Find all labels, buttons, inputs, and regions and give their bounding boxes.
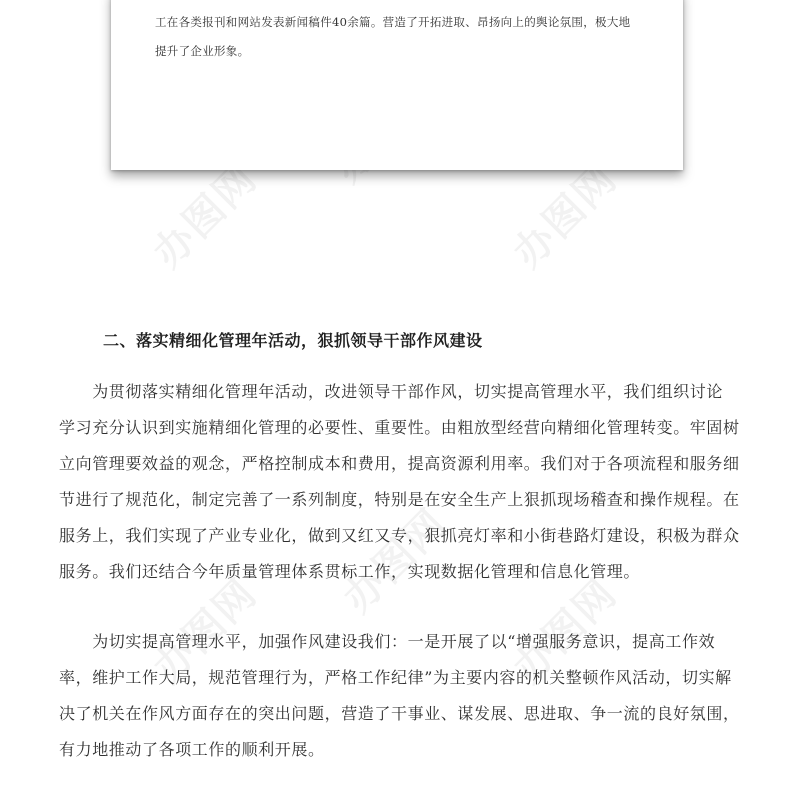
watermark: 办图网 — [504, 570, 627, 692]
paragraph-line: 为切实提高管理水平，加强作风建设我们：一是开展了以“增强服务意识，提高工作效 — [59, 632, 716, 651]
paragraph-line: 率，维护工作大局，规范管理行为，严格工作纪律”为主要内容的机关整顿作风活动，切实解 — [59, 668, 732, 687]
paragraph — [59, 624, 749, 768]
paragraph-line: 节进行了规范化，制定完善了一系列制度，特别是在安全生产上狠抓现场稽查和操作规程。在 — [59, 490, 740, 509]
paragraph-line: 服务。我们还结合今年质量管理体系贯标工作，实现数据化管理和信息化管理。 — [59, 562, 641, 581]
watermark: 办图网 — [144, 570, 267, 692]
paragraph-line: 学习充分认识到实施精细化管理的必要性、重要性。由粗放型经营向精细化管理转变。牢固树 — [59, 418, 740, 437]
watermark: 办图网 — [144, 155, 267, 277]
preview-line: 提升了企业形象。 — [155, 44, 250, 58]
paragraph-line: 为贯彻落实精细化管理年活动，改进领导干部作风，切实提高管理水平，我们组织讨论 — [59, 382, 724, 401]
paragraph — [59, 374, 749, 590]
preview-text — [155, 8, 655, 66]
watermark: 办图网 — [334, 500, 457, 622]
paragraph-line: 有力地推动了各项工作的顺利开展。 — [59, 740, 325, 759]
section-title: 二、落实精细化管理年活动，狠抓领导干部作风建设 — [103, 331, 483, 350]
paragraph-line: 服务上，我们实现了产业专业化，做到又红又专，狠抓亮灯率和小街巷路灯建设，积极为群众 — [59, 526, 740, 545]
paragraph-line: 决了机关在作风方面存在的突出问题，营造了干事业、谋发展、思进取、争一流的良好氛围， — [59, 704, 740, 723]
page-preview-card — [111, 0, 683, 170]
watermark: 办图网 — [504, 155, 627, 277]
preview-line: 工在各类报刊和网站发表新闻稿件40余篇。营造了开拓进取、昂扬向上的舆论氛围，极大地 — [155, 15, 631, 29]
paragraph-line: 立向管理要效益的观念，严格控制成本和费用，提高资源利用率。我们对于各项流程和服务细 — [59, 454, 740, 473]
